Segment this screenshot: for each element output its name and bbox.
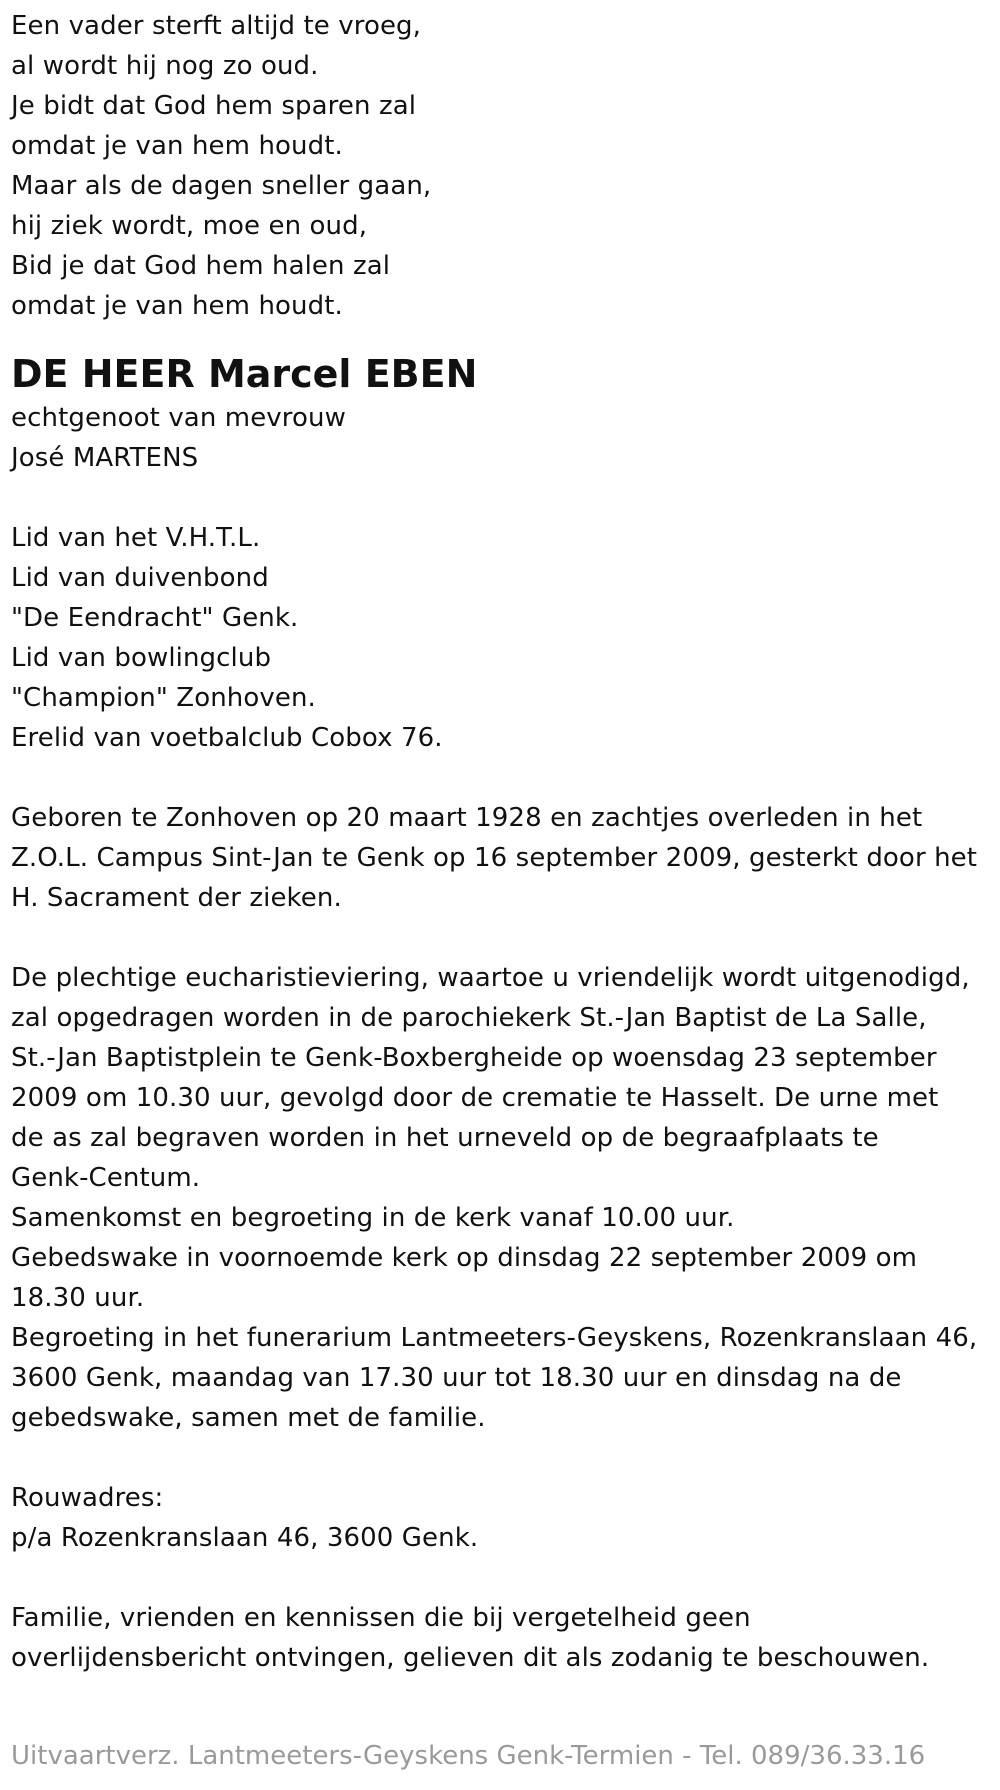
notice-line: overlijdensbericht ontvingen, gelieven dit als zodanig te beschouwen. xyxy=(11,1643,930,1673)
poem-line: omdat je van hem houdt. xyxy=(11,131,343,161)
membership-line: Erelid van voetbalclub Cobox 76. xyxy=(11,723,443,753)
ceremony-line: 18.30 uur. xyxy=(11,1283,145,1313)
birth-death-line: Geboren te Zonhoven op 20 maart 1928 en zachtjes overleden in het xyxy=(11,803,923,833)
deceased-section xyxy=(11,352,991,478)
ceremony-line: gebedswake, samen met de familie. xyxy=(11,1403,486,1433)
membership-line: "De Eendracht" Genk. xyxy=(11,603,299,633)
ceremony-line: 3600 Genk, maandag van 17.30 uur tot 18.30 uur en dinsdag na de xyxy=(11,1363,902,1393)
notice-line: Familie, vrienden en kennissen die bij vergetelheid geen xyxy=(11,1603,751,1633)
poem-line: omdat je van hem houdt. xyxy=(11,291,343,321)
ceremony-line: zal opgedragen worden in de parochiekerk St.-Jan Baptist de La Salle, xyxy=(11,1003,927,1033)
spouse-line: echtgenoot van mevrouw xyxy=(11,403,346,433)
memorial-poem xyxy=(11,6,991,326)
birth-death-line: H. Sacrament der zieken. xyxy=(11,883,342,913)
poem-line: hij ziek wordt, moe en oud, xyxy=(11,211,368,241)
ceremony-line: Begroeting in het funerarium Lantmeeters-Geyskens, Rozenkranslaan 46, xyxy=(11,1323,978,1353)
ceremony-section xyxy=(11,958,991,1438)
membership-line: Lid van het V.H.T.L. xyxy=(11,523,261,553)
notice-section xyxy=(11,1598,991,1678)
ceremony-line: Samenkomst en begroeting in de kerk vanaf 10.00 uur. xyxy=(11,1203,735,1233)
poem-line: al wordt hij nog zo oud. xyxy=(11,51,319,81)
membership-line: Lid van bowlingclub xyxy=(11,643,272,673)
poem-line: Maar als de dagen sneller gaan, xyxy=(11,171,432,201)
membership-line: "Champion" Zonhoven. xyxy=(11,683,316,713)
funeral-home-footer: Uitvaartverz. Lantmeeters-Geyskens Genk-Termien - Tel. 089/36.33.16 xyxy=(11,1741,926,1771)
poem-line: Een vader sterft altijd te vroeg, xyxy=(11,11,422,41)
mourning-address-value: p/a Rozenkranslaan 46, 3600 Genk. xyxy=(11,1523,479,1553)
ceremony-line: St.-Jan Baptistplein te Genk-Boxbergheide op woensdag 23 september xyxy=(11,1043,937,1073)
ceremony-line: de as zal begraven worden in het urneveld op de begraafplaats te xyxy=(11,1123,879,1153)
membership-line: Lid van duivenbond xyxy=(11,563,269,593)
poem-line: Je bidt dat God hem sparen zal xyxy=(11,91,417,121)
spouse-name: José MARTENS xyxy=(11,443,199,473)
mourning-address-label: Rouwadres: xyxy=(11,1483,164,1513)
ceremony-line: 2009 om 10.30 uur, gevolgd door de crematie te Hasselt. De urne met xyxy=(11,1083,939,1113)
obituary-notice xyxy=(11,6,991,1678)
ceremony-line: De plechtige eucharistieviering, waartoe u vriendelijk wordt uitgenodigd, xyxy=(11,963,970,993)
birth-death-section xyxy=(11,798,991,918)
ceremony-line: Genk-Centum. xyxy=(11,1163,201,1193)
deceased-name: DE HEER Marcel EBEN xyxy=(11,352,478,396)
memberships-section xyxy=(11,518,991,758)
poem-line: Bid je dat God hem halen zal xyxy=(11,251,391,281)
birth-death-line: Z.O.L. Campus Sint-Jan te Genk op 16 september 2009, gesterkt door het xyxy=(11,843,978,873)
ceremony-line: Gebedswake in voornoemde kerk op dinsdag 22 september 2009 om xyxy=(11,1243,918,1273)
mourning-address-section xyxy=(11,1478,991,1558)
